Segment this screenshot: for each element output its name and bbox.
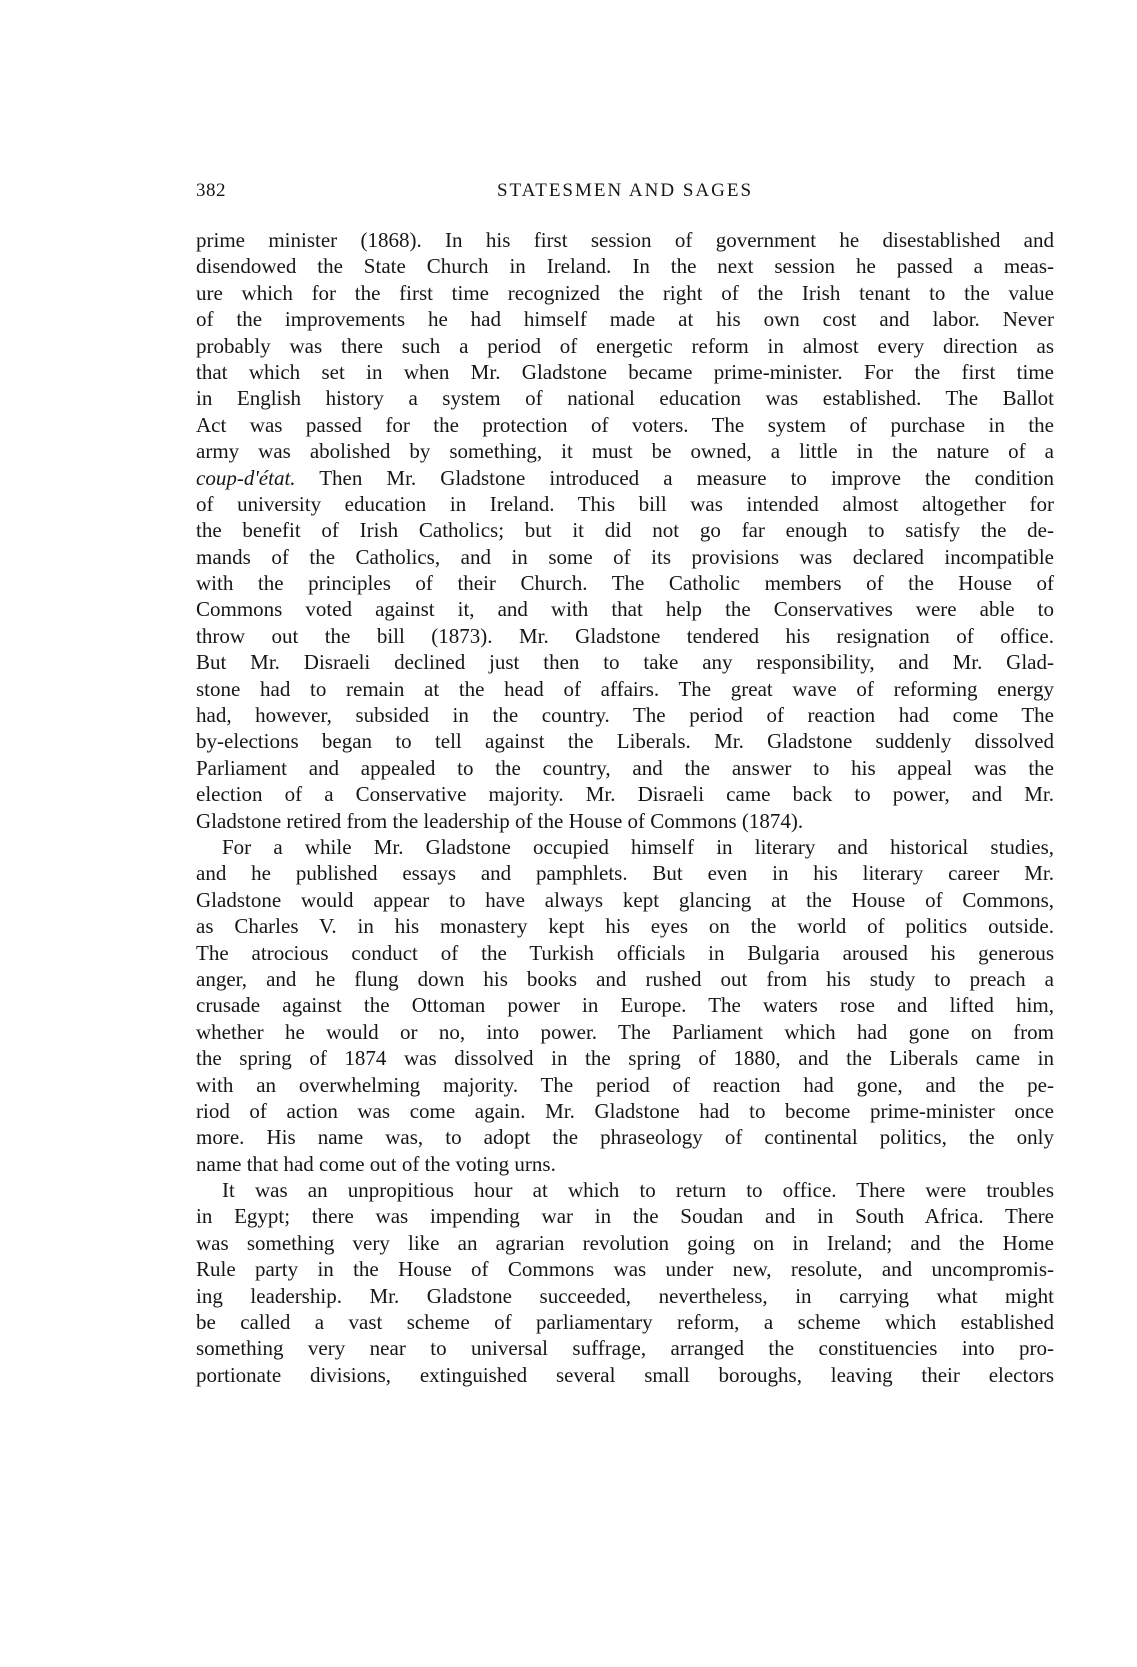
text-line: was something very like an agrarian revolution going on in Ireland; and the Home bbox=[196, 1230, 1054, 1255]
text-line: in Egypt; there was impending war in the Soudan and in South Africa. There bbox=[196, 1204, 1054, 1229]
running-title: STATESMEN AND SAGES bbox=[496, 180, 754, 201]
text-line: mands of the Catholics, and in some of its provisions was declared incompatible bbox=[196, 544, 1054, 569]
text-line: Rule party in the House of Commons was under new, resolute, and uncompromis- bbox=[196, 1257, 1054, 1282]
text-line: anger, and he flung down his books and rushed out from his study to preach a bbox=[196, 966, 1054, 991]
text-line: whether he would or no, into power. The Parliament which had gone on from bbox=[196, 1019, 1054, 1044]
page-number: 382 bbox=[196, 180, 226, 201]
text-line bbox=[196, 465, 1054, 491]
text-line: But Mr. Disraeli declined just then to take any responsibility, and Mr. Glad- bbox=[196, 650, 1054, 675]
text-line: portionate divisions, extinguished several small boroughs, leaving their electors bbox=[196, 1362, 1054, 1387]
text-line: ing leadership. Mr. Gladstone succeeded, nevertheless, in carrying what might bbox=[196, 1283, 1054, 1308]
text-line: ure which for the first time recognized the right of the Irish tenant to the value bbox=[196, 280, 1054, 305]
text-line: something very near to universal suffrage, arranged the constituencies into pro- bbox=[196, 1336, 1054, 1361]
text-line: the spring of 1874 was dissolved in the spring of 1880, and the Liberals came in bbox=[196, 1046, 1054, 1071]
text-line: with an overwhelming majority. The period of reaction had gone, and the pe- bbox=[196, 1072, 1054, 1097]
text-line: prime minister (1868). In his first session of government he disestablished and bbox=[196, 228, 1054, 252]
text-line: with the principles of their Church. The Catholic members of the House of bbox=[196, 571, 1054, 596]
text-line: more. His name was, to adopt the phraseology of continental politics, the only bbox=[196, 1125, 1054, 1150]
text-line: in English history a system of national education was established. The Ballot bbox=[196, 386, 1054, 411]
text-line: of the improvements he had himself made at his own cost and labor. Never bbox=[196, 307, 1054, 332]
text-line: by-elections began to tell against the Liberals. Mr. Gladstone suddenly dissolved bbox=[196, 729, 1054, 754]
italic-phrase: coup-d'état. bbox=[196, 465, 296, 490]
text-line: riod of action was come again. Mr. Gladstone had to become prime-minister once bbox=[196, 1098, 1054, 1123]
text-line: crusade against the Ottoman power in Europe. The waters rose and lifted him, bbox=[196, 993, 1054, 1018]
text-line: name that had come out of the voting urns. bbox=[196, 1151, 556, 1176]
text-line: army was abolished by something, it must be owned, a little in the nature of a bbox=[196, 439, 1054, 464]
text-line: and he published essays and pamphlets. But even in his literary career Mr. bbox=[196, 861, 1054, 886]
text-line: be called a vast scheme of parliamentary reform, a scheme which established bbox=[196, 1310, 1054, 1335]
text-line-rest: Then Mr. Gladstone introduced a measure to improve the condition bbox=[295, 465, 1054, 490]
text-line: It was an unpropitious hour at which to return to office. There were troubles bbox=[222, 1178, 1054, 1203]
text-line: probably was there such a period of energetic reform in almost every direction as bbox=[196, 333, 1054, 358]
text-line: Commons voted against it, and with that help the Conservatives were able to bbox=[196, 597, 1054, 622]
text-line: had, however, subsided in the country. The period of reaction had come The bbox=[196, 703, 1054, 728]
running-head bbox=[196, 180, 1054, 210]
text-line: election of a Conservative majority. Mr. Disraeli came back to power, and Mr. bbox=[196, 782, 1054, 807]
body-text bbox=[196, 227, 1054, 1388]
text-line: of university education in Ireland. This bill was intended almost altogether for bbox=[196, 491, 1054, 516]
text-line: Gladstone would appear to have always kept glancing at the House of Commons, bbox=[196, 887, 1054, 912]
text-line: Parliament and appealed to the country, and the answer to his appeal was the bbox=[196, 755, 1054, 780]
text-line: throw out the bill (1873). Mr. Gladstone tendered his resignation of office. bbox=[196, 623, 1054, 648]
text-line: the benefit of Irish Catholics; but it did not go far enough to satisfy the de- bbox=[196, 518, 1054, 543]
text-line: stone had to remain at the head of affairs. The great wave of reforming energy bbox=[196, 676, 1054, 701]
text-line: Gladstone retired from the leadership of the House of Commons (1874). bbox=[196, 808, 804, 833]
text-line: The atrocious conduct of the Turkish officials in Bulgaria aroused his generous bbox=[196, 940, 1054, 965]
text-line: disendowed the State Church in Ireland. In the next session he passed a meas- bbox=[196, 254, 1054, 279]
text-line: For a while Mr. Gladstone occupied himself in literary and historical studies, bbox=[222, 834, 1054, 859]
text-line: that which set in when Mr. Gladstone became prime-minister. For the first time bbox=[196, 359, 1054, 384]
text-line: as Charles V. in his monastery kept his eyes on the world of politics outside. bbox=[196, 914, 1054, 939]
text-line: Act was passed for the protection of voters. The system of purchase in the bbox=[196, 412, 1054, 437]
